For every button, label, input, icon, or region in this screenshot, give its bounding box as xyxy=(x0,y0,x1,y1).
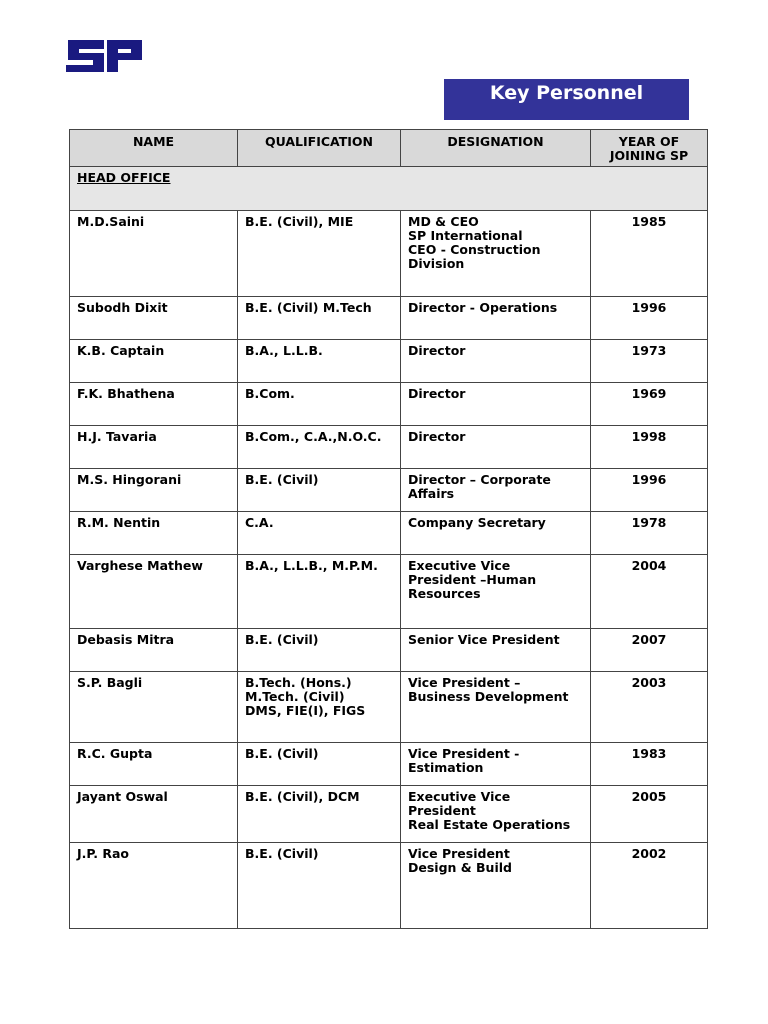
table-row xyxy=(70,426,708,469)
table-row xyxy=(70,512,708,555)
cell-qualification: B.A., L.L.B., M.P.M. xyxy=(238,555,401,629)
cell-year: 2002 xyxy=(591,843,708,929)
cell-designation: Director – Corporate Affairs xyxy=(401,469,591,512)
cell-year: 2007 xyxy=(591,629,708,672)
table-row xyxy=(70,786,708,843)
cell-designation: Director xyxy=(401,383,591,426)
cell-designation: Company Secretary xyxy=(401,512,591,555)
cell-name: Jayant Oswal xyxy=(70,786,238,843)
table-row xyxy=(70,297,708,340)
cell-year: 2003 xyxy=(591,672,708,743)
column-header-qualification: QUALIFICATION xyxy=(238,130,401,167)
table-row xyxy=(70,555,708,629)
table-row xyxy=(70,672,708,743)
cell-name: K.B. Captain xyxy=(70,340,238,383)
cell-designation: Director - Operations xyxy=(401,297,591,340)
section-title: HEAD OFFICE xyxy=(77,170,171,185)
cell-year: 2005 xyxy=(591,786,708,843)
cell-qualification: B.Tech. (Hons.) M.Tech. (Civil) DMS, FIE(I), FIGS xyxy=(238,672,401,743)
cell-designation: Senior Vice President xyxy=(401,629,591,672)
cell-year: 2004 xyxy=(591,555,708,629)
cell-qualification: B.E. (Civil), DCM xyxy=(238,786,401,843)
cell-designation: Director xyxy=(401,426,591,469)
cell-qualification: C.A. xyxy=(238,512,401,555)
cell-designation: Vice President – Business Development xyxy=(401,672,591,743)
cell-designation: MD & CEO SP International CEO - Construction Division xyxy=(401,211,591,297)
cell-designation: Executive Vice President Real Estate Operations xyxy=(401,786,591,843)
company-logo xyxy=(66,38,142,74)
table-row xyxy=(70,469,708,512)
cell-name: R.M. Nentin xyxy=(70,512,238,555)
cell-qualification: B.E. (Civil) xyxy=(238,469,401,512)
cell-name: Debasis Mitra xyxy=(70,629,238,672)
table-row xyxy=(70,629,708,672)
table-row xyxy=(70,843,708,929)
cell-year: 1996 xyxy=(591,469,708,512)
cell-qualification: B.A., L.L.B. xyxy=(238,340,401,383)
cell-year: 1978 xyxy=(591,512,708,555)
cell-name: H.J. Tavaria xyxy=(70,426,238,469)
table-header-row xyxy=(70,130,708,167)
cell-qualification: B.E. (Civil) M.Tech xyxy=(238,297,401,340)
cell-year: 1985 xyxy=(591,211,708,297)
cell-year: 1998 xyxy=(591,426,708,469)
cell-designation: Vice President - Estimation xyxy=(401,743,591,786)
cell-name: S.P. Bagli xyxy=(70,672,238,743)
table-row xyxy=(70,743,708,786)
cell-year: 1969 xyxy=(591,383,708,426)
cell-qualification: B.E. (Civil) xyxy=(238,743,401,786)
key-personnel-table xyxy=(69,129,708,929)
cell-name: F.K. Bhathena xyxy=(70,383,238,426)
cell-qualification: B.Com. xyxy=(238,383,401,426)
cell-qualification: B.E. (Civil) xyxy=(238,629,401,672)
cell-year: 1983 xyxy=(591,743,708,786)
column-header-year: YEAR OF JOINING SP xyxy=(591,130,708,167)
cell-year: 1996 xyxy=(591,297,708,340)
cell-name: M.S. Hingorani xyxy=(70,469,238,512)
cell-qualification: B.Com., C.A.,N.O.C. xyxy=(238,426,401,469)
cell-name: M.D.Saini xyxy=(70,211,238,297)
cell-designation: Executive Vice President –Human Resources xyxy=(401,555,591,629)
column-header-designation: DESIGNATION xyxy=(401,130,591,167)
table-row xyxy=(70,211,708,297)
section-row xyxy=(70,167,708,211)
column-header-name: NAME xyxy=(70,130,238,167)
page-title: Key Personnel xyxy=(444,79,689,120)
cell-qualification: B.E. (Civil), MIE xyxy=(238,211,401,297)
cell-name: Varghese Mathew xyxy=(70,555,238,629)
table-row xyxy=(70,340,708,383)
cell-name: J.P. Rao xyxy=(70,843,238,929)
table-row xyxy=(70,383,708,426)
cell-designation: Vice President Design & Build xyxy=(401,843,591,929)
cell-designation: Director xyxy=(401,340,591,383)
cell-name: Subodh Dixit xyxy=(70,297,238,340)
cell-qualification: B.E. (Civil) xyxy=(238,843,401,929)
cell-year: 1973 xyxy=(591,340,708,383)
cell-name: R.C. Gupta xyxy=(70,743,238,786)
